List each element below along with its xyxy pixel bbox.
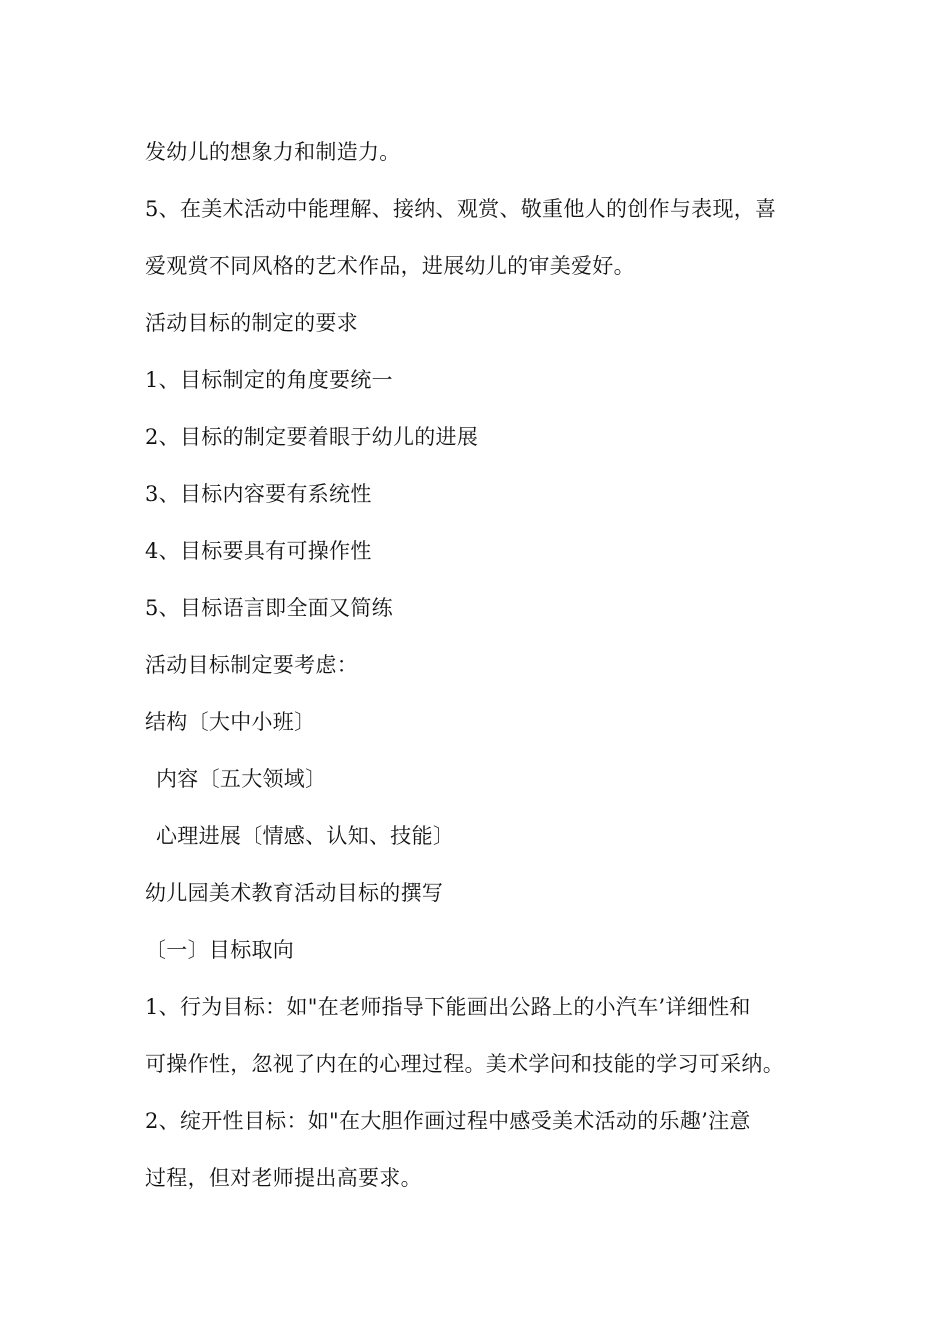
text-line: 发幼儿的想象力和制造力。 bbox=[145, 140, 401, 164]
text-line: 爱观赏不同风格的艺术作品，进展幼儿的审美爱好。 bbox=[145, 254, 635, 278]
list-item: 2、目标的制定要着眼于幼儿的进展 bbox=[145, 425, 479, 449]
list-item: 1、目标制定的角度要统一 bbox=[145, 368, 393, 392]
section-heading: 幼儿园美术教育活动目标的撰写 bbox=[145, 881, 444, 905]
list-item: 4、目标要具有可操作性 bbox=[145, 539, 372, 563]
list-item: 心理进展〔情感、认知、技能〕 bbox=[156, 824, 455, 848]
text-line: 过程，但对老师提出高要求。 bbox=[145, 1166, 422, 1190]
text-line: 2、绽开性目标：如"在大胆作画过程中感受美术活动的乐趣’注意 bbox=[145, 1109, 751, 1133]
list-item: 内容〔五大领域〕 bbox=[156, 767, 327, 791]
list-item: 3、目标内容要有系统性 bbox=[145, 482, 372, 506]
text-line: 5、在美术活动中能理解、接纳、观赏、敬重他人的创作与表现，喜 bbox=[145, 197, 777, 221]
list-item: 5、目标语言即全面又简练 bbox=[145, 596, 393, 620]
section-heading: 活动目标的制定的要求 bbox=[145, 311, 358, 335]
subsection-heading: 〔一〕目标取向 bbox=[145, 938, 295, 962]
text-line: 可操作性，忽视了内在的心理过程。美术学问和技能的学习可采纳。 bbox=[145, 1052, 784, 1076]
list-item: 结构〔大中小班〕 bbox=[145, 710, 316, 734]
text-line: 1、行为目标：如"在老师指导下能画出公路上的小汽车’详细性和 bbox=[145, 995, 751, 1019]
section-heading: 活动目标制定要考虑： bbox=[145, 653, 358, 677]
